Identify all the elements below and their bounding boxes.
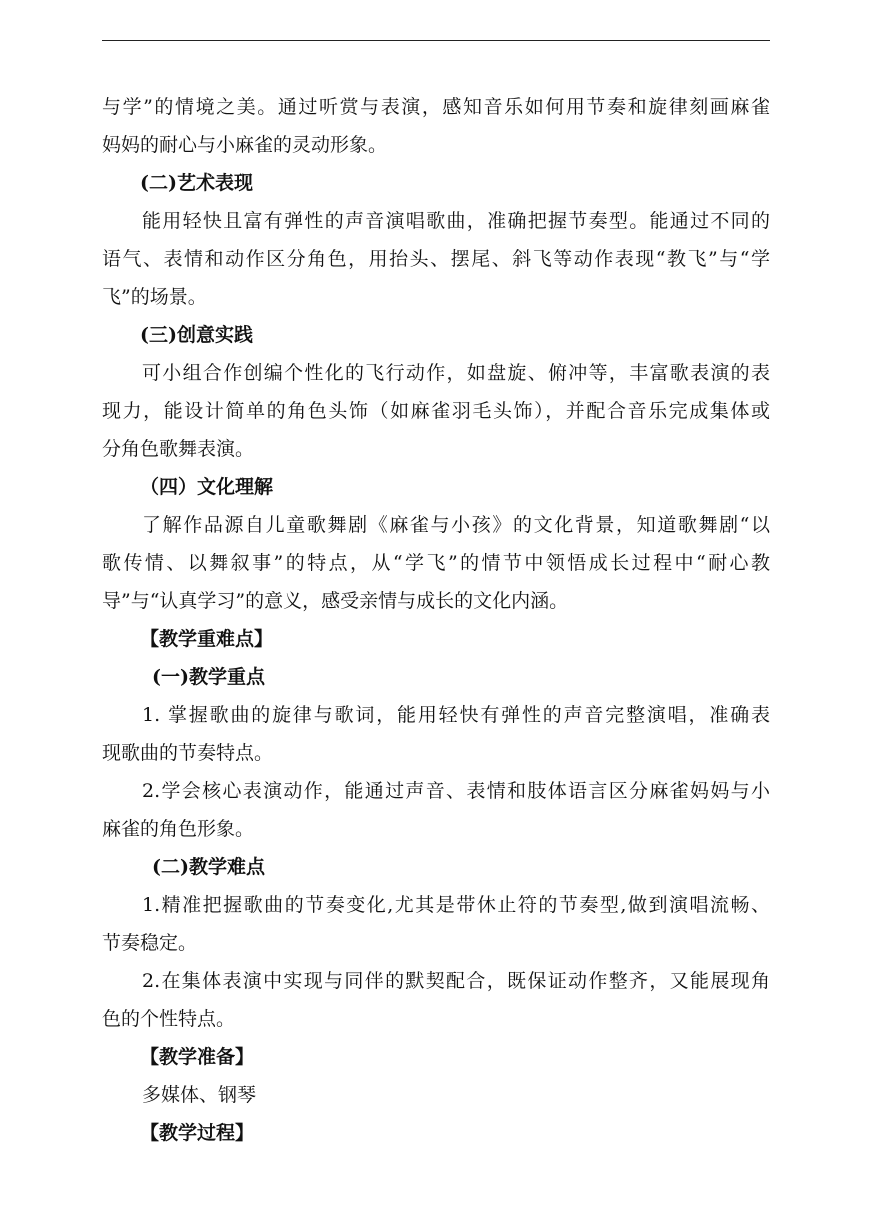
paragraph-line: 现歌曲的节奏特点。 xyxy=(102,742,274,764)
paragraph-line: 能用轻快且富有弹性的声音演唱歌曲，准确把握节奏型。能通过不同的 xyxy=(142,210,770,232)
section-heading-teaching-difficulty: (二)教学难点 xyxy=(152,856,265,878)
paragraph-line: 了解作品源自儿童歌舞剧《麻雀与小孩》的文化背景，知道歌舞剧“以 xyxy=(142,514,770,536)
main-heading-preparation: 【教学准备】 xyxy=(140,1046,255,1068)
paragraph-line: 现力，能设计简单的角色头饰（如麻雀羽毛头饰），并配合音乐完成集体或 xyxy=(102,400,770,422)
section-heading-creative-practice: (三)创意实践 xyxy=(140,324,253,346)
paragraph-line: 歌传情、以舞叙事”的特点，从“学飞”的情节中领悟成长过程中“耐心教 xyxy=(102,552,770,574)
section-heading-teaching-focus: (一)教学重点 xyxy=(152,666,265,688)
paragraph-line: 导”与“认真学习”的意义，感受亲情与成长的文化内涵。 xyxy=(102,590,569,612)
paragraph-line: 分角色歌舞表演。 xyxy=(102,438,255,460)
document-body xyxy=(102,88,770,1152)
paragraph-line: 语气、表情和动作区分角色，用抬头、摆尾、斜飞等动作表现“教飞”与“学 xyxy=(102,248,770,270)
paragraph-line: 2.学会核心表演动作，能通过声音、表情和肢体语言区分麻雀妈妈与小 xyxy=(142,780,770,802)
paragraph-line: 1. 掌握歌曲的旋律与歌词，能用轻快有弹性的声音完整演唱，准确表 xyxy=(142,704,770,726)
main-heading-key-points: 【教学重难点】 xyxy=(140,628,274,650)
paragraph-line: 妈妈的耐心与小麻雀的灵动形象。 xyxy=(102,134,388,156)
paragraph-line: 1.精准把握歌曲的节奏变化,尤其是带休止符的节奏型,做到演唱流畅、 xyxy=(142,894,770,916)
paragraph-line: 麻雀的角色形象。 xyxy=(102,818,255,840)
section-heading-art-expression: (二)艺术表现 xyxy=(140,172,253,194)
paragraph-line: 飞”的场景。 xyxy=(102,286,207,308)
paragraph-line: 色的个性特点。 xyxy=(102,1008,236,1030)
section-heading-cultural-understanding: （四）文化理解 xyxy=(140,476,274,498)
paragraph-line: 可小组合作创编个性化的飞行动作，如盘旋、俯冲等，丰富歌表演的表 xyxy=(142,362,770,384)
paragraph-line: 2.在集体表演中实现与同伴的默契配合，既保证动作整齐，又能展现角 xyxy=(142,970,770,992)
paragraph-line: 节奏稳定。 xyxy=(102,932,198,954)
paragraph-line: 多媒体、钢琴 xyxy=(142,1084,257,1106)
main-heading-process: 【教学过程】 xyxy=(140,1122,255,1144)
paragraph-line: 与学”的情境之美。通过听赏与表演，感知音乐如何用节奏和旋律刻画麻雀 xyxy=(102,96,770,118)
header-rule xyxy=(102,40,770,41)
